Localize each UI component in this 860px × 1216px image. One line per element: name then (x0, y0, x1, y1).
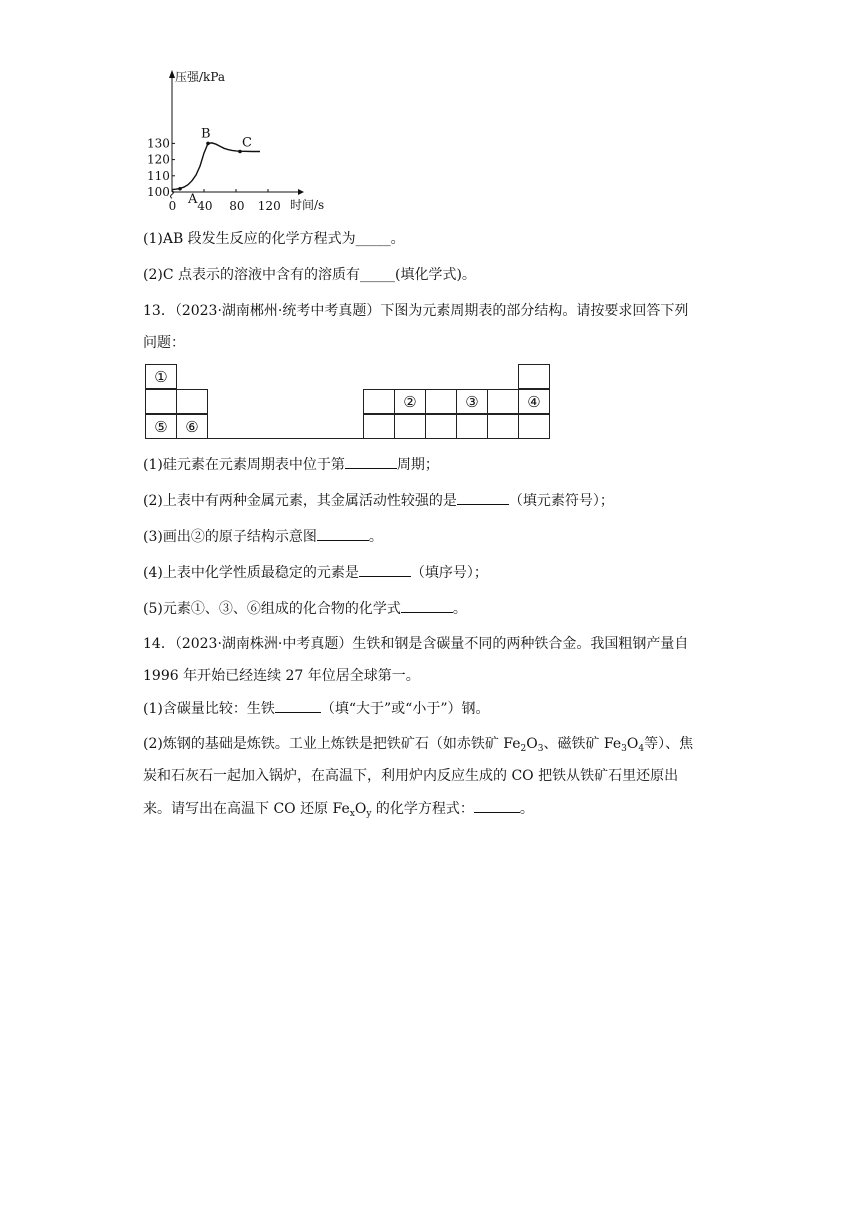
periodic-table-fragment (145, 364, 551, 440)
x-tick-label: 80 (229, 199, 245, 213)
x-tick-label: 40 (197, 199, 213, 213)
x-axis-arrow (298, 189, 304, 195)
pressure-time-chart (140, 64, 340, 214)
q12-sub1: (1)AB 段发生反应的化学方程式为_____。 (143, 231, 405, 247)
table-cell-row2-col1 (145, 389, 177, 414)
q14-sub2-text: 等）、焦 (644, 736, 694, 752)
subscript: 4 (638, 744, 645, 754)
subscript: y (366, 809, 372, 819)
table-gap-line (207, 438, 363, 439)
answer-blank[interactable] (317, 526, 369, 541)
point-label-b: B (201, 126, 211, 142)
q13-sub1 (143, 454, 439, 475)
x-axis-label: 时间/s (290, 198, 325, 212)
y-tick-label: 130 (147, 136, 170, 151)
q13-sub1-text: (1)硅元素在元素周期表中位于第 (143, 457, 345, 473)
q14-sub2-text: (2)炼钢的基础是炼铁。工业上炼铁是把铁矿石（如赤铁矿 Fe (143, 736, 521, 752)
q14-sub2-text: 的化学方程式： (371, 801, 474, 817)
q14-sub1 (143, 698, 489, 719)
table-cell-row1-col18 (518, 364, 550, 389)
x-tick-label: 0 (168, 199, 177, 213)
q14-sub2-suffix: 。 (519, 801, 534, 817)
point-a (178, 187, 182, 191)
formula-text: O (526, 736, 538, 752)
q13-sub5 (143, 598, 467, 619)
q13-stem-line2: 问题： (143, 335, 185, 351)
q14-sub1-text: (1)含碳量比较：生铁 (143, 701, 275, 717)
subscript: 3 (621, 744, 627, 754)
answer-blank[interactable] (275, 698, 321, 713)
table-cell-row2-col2 (176, 389, 208, 414)
q13-sub3-suffix: 。 (368, 529, 383, 545)
answer-blank[interactable] (457, 490, 509, 505)
table-cell-row3-col16 (456, 414, 488, 439)
table-cell-4: ④ (518, 389, 550, 414)
q13-sub5-suffix: 。 (452, 601, 467, 617)
table-cell-2: ② (394, 389, 426, 414)
table-cell-row3-col14 (394, 414, 426, 439)
point-b (206, 142, 210, 146)
table-cell-row2-col15 (425, 389, 457, 414)
table-cell-row3-col13 (363, 414, 395, 439)
subscript: x (349, 809, 355, 819)
answer-blank[interactable] (359, 562, 411, 577)
y-axis-label: 压强/kPa (175, 70, 226, 84)
table-cell-row2-col17 (487, 389, 519, 414)
q13-sub2-suffix: （填元素符号）； (508, 493, 614, 509)
y-tick-label: 120 (147, 152, 170, 167)
answer-blank[interactable] (474, 798, 520, 813)
q13-sub2 (143, 490, 614, 511)
q14-sub2-line1 (143, 734, 693, 754)
table-cell-row3-col17 (487, 414, 519, 439)
q13-sub3 (143, 526, 383, 547)
formula-text: O (354, 801, 367, 817)
q14-sub2-text: 来。请写出在高温下 CO 还原 Fe (143, 801, 350, 817)
table-cell-row3-col18 (518, 414, 550, 439)
q13-sub4-suffix: （填序号）； (410, 565, 488, 581)
point-label-c: C (242, 135, 252, 151)
subscript: 3 (537, 744, 544, 754)
answer-blank[interactable] (345, 454, 397, 469)
q14-stem-line1: 14．（2023·湖南株洲·中考真题）生铁和钢是含碳量不同的两种铁合金。我国粗钢产量自 (143, 636, 689, 652)
q13-sub2-text: (2)上表中有两种金属元素，其金属活动性较强的是 (143, 493, 457, 509)
q12-sub2: (2)C 点表示的溶液中含有的溶质有_____(填化学式)。 (143, 267, 476, 283)
point-label-a: A (188, 191, 198, 207)
q13-sub1-suffix: 周期； (396, 457, 439, 473)
y-tick-label: 100 (147, 185, 170, 199)
q13-sub3-text: (3)画出②的原子结构示意图 (143, 529, 317, 545)
q13-stem-line1: 13．（2023·湖南郴州·统考中考真题）下图为元素周期表的部分结构。请按要求回答下列 (143, 303, 689, 319)
q13-sub5-text: (5)元素①、③、⑥组成的化合物的化学式 (143, 601, 401, 617)
formula-text: O (626, 736, 639, 752)
subscript: 2 (520, 744, 527, 754)
table-cell-1: ① (145, 364, 177, 389)
q14-stem-line2: 1996 年开始已经连续 27 年位居全球第一。 (143, 668, 420, 684)
q14-sub2-text: 、磁铁矿 Fe (543, 736, 622, 752)
q14-sub1-suffix: （填“大于”或“小于”）钢。 (320, 701, 490, 717)
table-cell-5: ⑤ (145, 414, 177, 439)
x-tick-label: 120 (257, 199, 281, 213)
q14-sub2-line3 (143, 798, 534, 819)
table-cell-row3-col15 (425, 414, 457, 439)
q13-sub4 (143, 562, 488, 583)
q13-sub4-text: (4)上表中化学性质最稳定的元素是 (143, 565, 359, 581)
table-cell-3: ③ (456, 389, 488, 414)
y-tick-label: 110 (147, 168, 170, 183)
q14-sub2-line2: 炭和石灰石一起加入锅炉，在高温下，利用炉内反应生成的 CO 把铁从铁矿石里还原出 (143, 768, 679, 784)
table-cell-row2-col13 (363, 389, 395, 414)
table-cell-6: ⑥ (176, 414, 208, 439)
answer-blank[interactable] (401, 598, 453, 613)
